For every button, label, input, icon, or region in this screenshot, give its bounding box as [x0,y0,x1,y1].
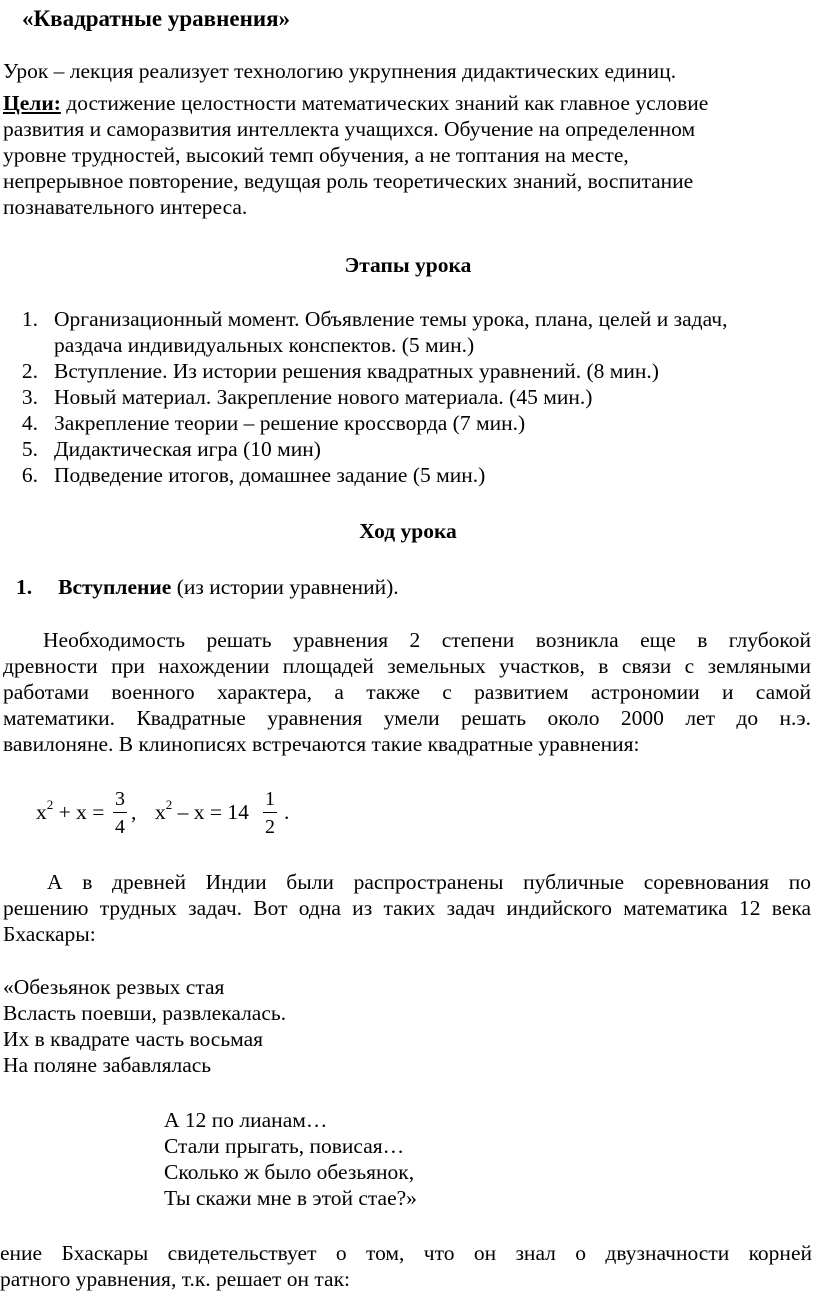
equation-2: $x^2 - x = 14$ [155,796,249,824]
stage-number: 2. [21,359,38,383]
fraction-denominator: 4 [115,816,125,838]
india-line: решению трудных задач. Вот одна из таких задач индийского математика 12 века [3,896,811,920]
history-line: вавилоняне. В клинописях встречаются такие квадратные уравнения: [3,732,640,756]
history-line: Необходимость решать уравнения 2 степени возникла еще в глубокой [43,628,811,652]
stage-number: 6. [21,463,38,487]
section-heading [16,574,399,600]
fraction-numerator: 1 [265,788,275,810]
history-line: работами военного характера, а также с развитием астрономии и самой [3,680,811,704]
fraction-numerator: 3 [115,788,125,810]
stage-text: Новый материал. Закрепление нового материала. (45 мин.) [54,385,593,409]
tail-line: ратного уравнения, т.к. решает он так: [0,1267,350,1291]
stage-item [0,462,727,488]
course-heading: Ход урока [359,519,457,543]
goals-text: достижение целостности математических знаний как главное условие [60,91,709,115]
equation-1: $x^2 + x$ = [36,796,105,824]
poem-line: Всласть поевши, развлекалась. [3,1001,287,1025]
poem-line: На поляне забавлялась [3,1053,212,1077]
poem-line: Их в квадрате часть восьмая [3,1027,264,1051]
india-line: Бхаскары: [3,922,96,946]
tail-line: ение Бхаскары свидетельствует о том, что он знал о двузначности корней [0,1241,812,1265]
stage-text: Дидактическая игра (10 мин) [54,437,321,461]
stage-number: 1. [21,307,38,331]
stage-item [0,358,727,384]
stage-number: 5. [21,437,38,461]
history-line: древности при нахождении площадей земельных участков, в связи с земляными [3,654,811,678]
equation-end: . [284,800,290,824]
stage-number: 3. [21,385,38,409]
goals-line: развития и саморазвития интеллекта учащихся. Обучение на определенном [3,117,696,141]
goals-label: Цели: [3,91,61,115]
stages-list [0,306,727,488]
goals-line: непрерывное повторение, ведущая роль теоретических знаний, воспитание [3,169,694,193]
equation-separator: , [131,800,137,824]
history-line: математики. Квадратные уравнения умели решать около 2000 лет до н.э. [3,706,811,730]
stage-item [0,384,727,410]
fraction-bar [113,812,127,813]
poem-stanza-2 [164,1107,417,1211]
goals-line: познавательного интереса. [3,195,248,219]
poem-line: А 12 по лианам… [164,1108,328,1132]
goals-paragraph [3,90,803,220]
india-line: А в древней Индии были распространены публичные соревнования по [47,870,811,894]
history-paragraph [3,627,811,757]
section-subtitle: (из истории уравнений). [171,575,399,599]
stage-text: Организационный момент. Объявление темы урока, плана, целей и задач, [54,307,728,331]
stage-item [0,436,727,462]
goals-line: уровне трудностей, высокий темп обучения, а не топтания на месте, [3,143,629,167]
india-paragraph [3,869,811,947]
tail-paragraph [0,1240,812,1292]
poem-line: Стали прыгать, повисая… [164,1134,405,1158]
document-title: «Квадратные уравнения» [22,6,291,31]
stage-item [0,410,727,436]
poem-stanza-1 [3,974,286,1078]
stage-item [0,306,727,332]
poem-line: Сколько ж было обезьянок, [164,1160,415,1184]
fraction-bar [263,812,277,813]
stage-text: Закрепление теории – решение кроссворда (7 мин.) [54,411,526,435]
section-number: 1. [16,575,33,599]
stage-item-continuation: раздача индивидуальных конспектов. (5 мин.) [54,333,475,357]
poem-line: «Обезьянок резвых стая [3,975,225,999]
intro-line: Урок – лекция реализует технологию укрупнения дидактических единиц. [3,59,677,83]
section-title: Вступление [58,575,172,599]
fraction-denominator: 2 [265,816,275,838]
stage-text: Подведение итогов, домашнее задание (5 мин.) [54,463,486,487]
intro-paragraph [3,58,803,84]
stage-text: Вступление. Из истории решения квадратных уравнений. (8 мин.) [54,359,659,383]
stage-number: 4. [21,411,38,435]
stages-heading: Этапы урока [344,253,472,277]
poem-line: Ты скажи мне в этой стае?» [164,1186,417,1210]
